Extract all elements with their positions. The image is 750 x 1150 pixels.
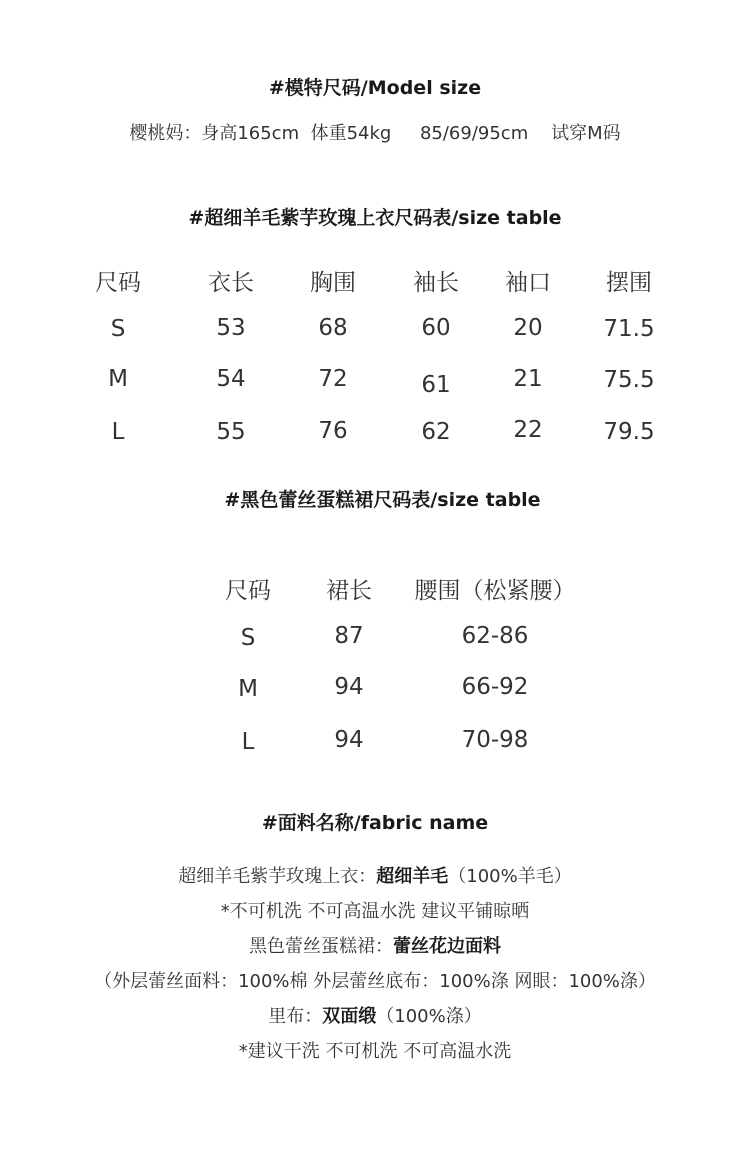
skirt-header-length: 裙长 <box>326 578 372 604</box>
skirt-size-table-heading: #黑色蕾丝蛋糕裙尺码表/size table <box>224 489 541 511</box>
top-cell: 60 <box>421 315 451 341</box>
top-header-hem: 摆围 <box>606 270 652 296</box>
top-cell: 55 <box>216 419 246 445</box>
top-cell: L <box>111 419 125 445</box>
skirt-cell: M <box>238 676 258 702</box>
skirt-cell: 94 <box>334 727 364 753</box>
model-name: 樱桃妈： <box>129 123 202 144</box>
skirt-cell: S <box>240 625 256 651</box>
top-header-cuff: 袖口 <box>505 270 551 296</box>
top-cell: 20 <box>513 315 543 341</box>
fabric-skirt-material: 蕾丝花边面料 <box>393 936 501 957</box>
top-cell: 68 <box>318 315 348 341</box>
skirt-cell: 70-98 <box>461 727 529 753</box>
top-cell: 62 <box>421 419 451 445</box>
top-cell: 72 <box>318 366 348 392</box>
top-header-length: 衣长 <box>208 270 254 296</box>
top-cell: 21 <box>513 366 543 392</box>
fabric-top-detail: （100%羊毛） <box>448 866 572 887</box>
top-cell: 54 <box>216 366 246 392</box>
skirt-cell: 66-92 <box>461 674 529 700</box>
model-weight: 体重54kg <box>310 123 392 144</box>
model-size-heading: #模特尺码/Model size <box>268 77 482 99</box>
top-cell: M <box>108 366 128 392</box>
top-cell: 71.5 <box>603 316 655 342</box>
fabric-lining-line <box>0 1002 750 1028</box>
top-cell: S <box>110 316 126 342</box>
fabric-top-material: 超细羊毛 <box>376 866 449 887</box>
fabric-top-line <box>0 862 750 888</box>
model-height: 身高165cm <box>201 123 300 144</box>
top-cell: 79.5 <box>603 419 655 445</box>
top-cell: 61 <box>421 372 451 398</box>
top-header-size: 尺码 <box>95 270 141 296</box>
fabric-lining-label: 里布： <box>268 1006 323 1027</box>
skirt-header-size: 尺码 <box>225 578 271 604</box>
model-measurements: 85/69/95cm <box>419 123 529 144</box>
top-cell: 22 <box>513 417 543 443</box>
model-tried-size: 试穿M码 <box>551 123 621 144</box>
fabric-top-care: *不可机洗 不可高温水洗 建议平铺晾晒 <box>220 901 530 922</box>
fabric-top-label: 超细羊毛紫芋玫瑰上衣： <box>178 866 377 887</box>
skirt-cell: 87 <box>334 623 364 649</box>
top-header-sleeve: 袖长 <box>413 270 459 296</box>
fabric-lining-detail: （100%涤） <box>376 1006 482 1027</box>
top-cell: 75.5 <box>603 367 655 393</box>
fabric-heading: #面料名称/fabric name <box>261 812 489 834</box>
top-cell: 53 <box>216 315 246 341</box>
skirt-cell: 94 <box>334 674 364 700</box>
model-info-line <box>0 119 750 145</box>
skirt-header-waist: 腰围（松紧腰） <box>414 578 576 604</box>
fabric-lining-material: 双面缎 <box>322 1006 377 1027</box>
fabric-skirt-care: *建议干洗 不可机洗 不可高温水洗 <box>238 1041 512 1062</box>
fabric-skirt-detail: （外层蕾丝面料：100%棉 外层蕾丝底布：100%涤 网眼：100%涤） <box>94 971 656 992</box>
top-cell: 76 <box>318 418 348 444</box>
fabric-skirt-label: 黑色蕾丝蛋糕裙： <box>249 936 393 957</box>
top-size-table-heading: #超细羊毛紫芋玫瑰上衣尺码表/size table <box>188 207 562 229</box>
fabric-skirt-line <box>0 932 750 958</box>
skirt-cell: 62-86 <box>461 623 529 649</box>
skirt-cell: L <box>241 729 255 755</box>
top-header-chest: 胸围 <box>310 270 356 296</box>
